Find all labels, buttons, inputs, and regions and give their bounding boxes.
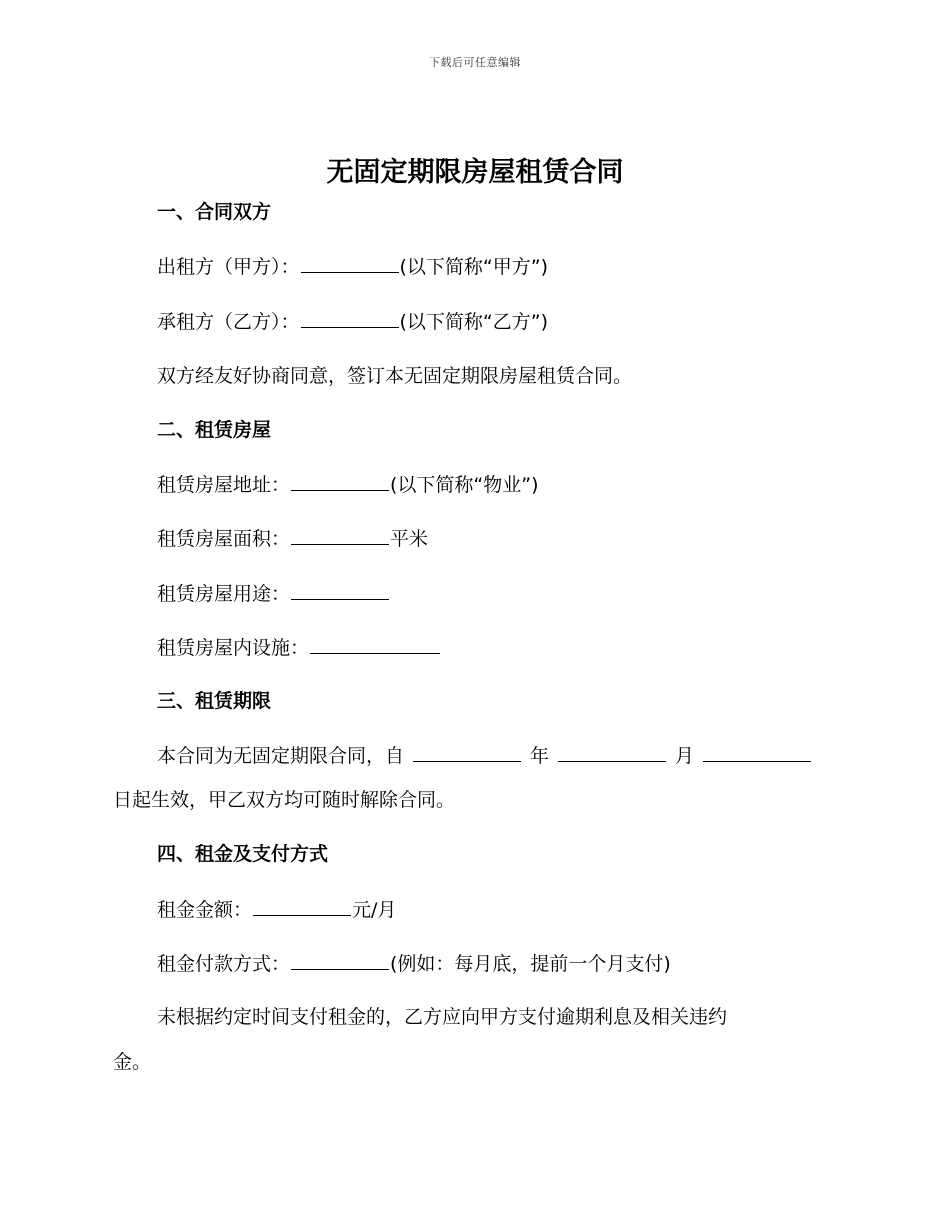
- area-line: [157, 524, 428, 553]
- rent-unit: 元/月: [352, 899, 397, 921]
- lessee-label: 承租方（乙方）：: [157, 311, 300, 333]
- lessee-line: [157, 307, 548, 336]
- payment-line: [157, 949, 671, 978]
- rent-label: 租金金额：: [157, 899, 253, 921]
- rent-blank[interactable]: [253, 895, 351, 916]
- use-label: 租赁房屋用途：: [157, 583, 291, 605]
- year-blank[interactable]: [413, 741, 521, 762]
- area-blank[interactable]: [291, 524, 389, 545]
- section-heading-rent: 四、租金及支付方式: [157, 843, 329, 865]
- lessor-label: 出租方（甲方）：: [157, 256, 300, 278]
- facilities-blank[interactable]: [310, 633, 440, 654]
- section-heading-premises: 二、租赁房屋: [157, 419, 272, 441]
- rent-line: [157, 895, 396, 924]
- use-line: [157, 579, 390, 608]
- payment-label: 租金付款方式：: [157, 953, 291, 975]
- lessee-blank[interactable]: [301, 307, 399, 328]
- day-blank[interactable]: [703, 741, 811, 762]
- payment-blank[interactable]: [291, 949, 389, 970]
- facilities-line: [157, 633, 441, 662]
- address-blank[interactable]: [291, 470, 389, 491]
- header-note: 下载后可任意编辑: [429, 56, 521, 69]
- facilities-label: 租赁房屋内设施：: [157, 637, 310, 659]
- year-label: 年: [530, 745, 550, 767]
- address-suffix: (以下简称“物业”): [390, 474, 539, 496]
- area-label: 租赁房屋面积：: [157, 528, 291, 550]
- term-prefix: 本合同为无固定期限合同，自: [157, 745, 405, 767]
- use-blank[interactable]: [291, 579, 389, 600]
- month-blank[interactable]: [558, 741, 666, 762]
- late-payment-text-continued: 金。: [113, 1051, 152, 1073]
- agreement-text: 双方经友好协商同意，签订本无固定期限房屋租赁合同。: [157, 365, 633, 387]
- area-unit: 平米: [390, 528, 429, 550]
- document-title: 无固定期限房屋租赁合同: [326, 157, 624, 188]
- address-label: 租赁房屋地址：: [157, 474, 291, 496]
- term-line: [157, 741, 812, 770]
- term-continued-text: 日起生效，甲乙双方均可随时解除合同。: [113, 789, 456, 811]
- lessee-suffix: (以下简称“乙方”): [399, 311, 549, 333]
- section-heading-parties: 一、合同双方: [157, 201, 272, 223]
- late-payment-text: 未根据约定时间支付租金的，乙方应向甲方支付逾期利息及相关违约: [157, 1006, 728, 1028]
- section-heading-term: 三、租赁期限: [157, 690, 272, 712]
- lessor-suffix: (以下简称“甲方”): [399, 256, 549, 278]
- month-label: 月: [675, 745, 695, 767]
- lessor-blank[interactable]: [301, 252, 399, 273]
- lessor-line: [157, 252, 548, 281]
- payment-example: (例如：每月底，提前一个月支付): [390, 953, 671, 975]
- address-line: [157, 470, 539, 499]
